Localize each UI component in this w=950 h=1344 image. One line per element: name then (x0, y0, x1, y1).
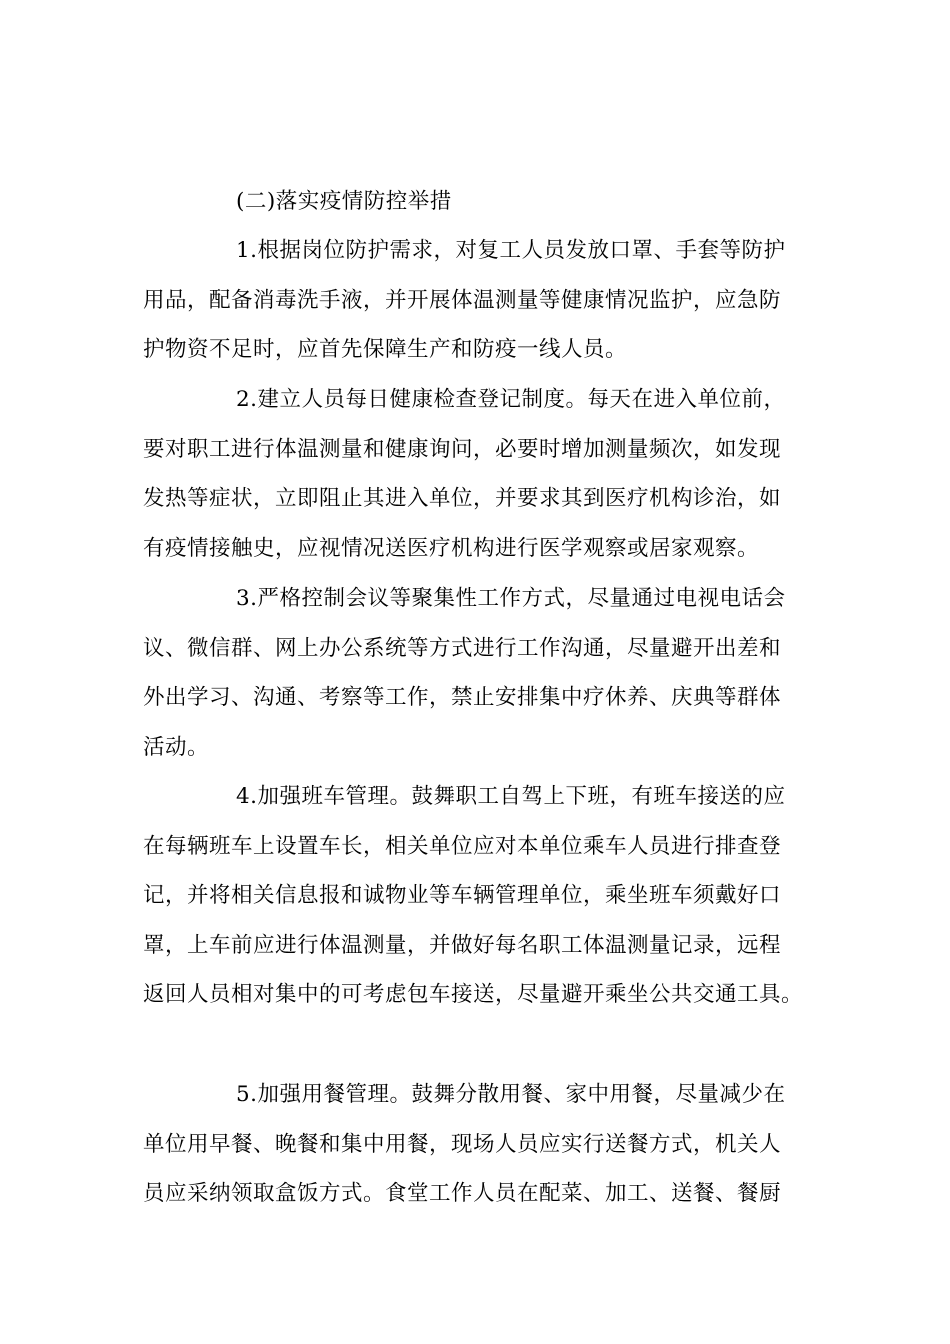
paragraph-line: 活动。 (143, 734, 210, 760)
section-heading (143, 177, 813, 227)
paragraph-line: 5.加强用餐管理。鼓舞分散用餐、家中用餐，尽量减少在 (236, 1082, 786, 1107)
paragraph-line: 1.根据岗位防护需求，对复工人员发放口罩、手套等防护 (236, 238, 786, 263)
paragraph-line: 议、微信群、网上办公系统等方式进行工作沟通，尽量避开出差和 (143, 635, 782, 661)
paragraph-line: 发热等症状，立即阻止其进入单位，并要求其到医疗机构诊治，如 (143, 486, 782, 511)
paragraph-1 (143, 226, 813, 375)
paragraph-line: 3.严格控制会议等聚集性工作方式，尽量通过电视电话会 (236, 586, 786, 611)
paragraph-line: 要对职工进行体温测量和健康询问，必要时增加测量频次，如发现 (143, 436, 782, 462)
paragraph-line: 员应采纳领取盒饭方式。食堂工作人员在配菜、加工、送餐、餐厨 (143, 1181, 782, 1206)
paragraph-line: 用品，配备消毒洗手液，并开展体温测量等健康情况监护，应急防 (143, 287, 782, 313)
paragraph-2 (143, 375, 813, 573)
paragraph-line: 罩，上车前应进行体温测量，并做好每名职工体温测量记录，远程 (143, 932, 782, 958)
paragraph-line: 护物资不足时，应首先保障生产和防疫一线人员。 (143, 337, 628, 362)
paragraph-line: 2.建立人员每日健康检查登记制度。每天在进入单位前， (236, 387, 786, 412)
paragraph-3 (143, 574, 813, 772)
paragraph-line: 记，并将相关信息报和诚物业等车辆管理单位，乘坐班车须戴好口 (143, 883, 782, 908)
paragraph-line: 外出学习、沟通、考察等工作，禁止安排集中疗休养、庆典等群体 (143, 685, 782, 710)
paragraph-line: 在每辆班车上设置车长，相关单位应对本单位乘车人员进行排查登 (143, 833, 782, 859)
paragraph-4 (143, 772, 813, 1020)
section-heading-text: (二)落实疫情防控举措 (236, 189, 452, 214)
paragraph-5 (143, 1070, 813, 1219)
paragraph-line: 返回人员相对集中的可考虑包车接送，尽量避开乘坐公共交通工具。 (143, 982, 804, 1007)
paragraph-line: 4.加强班车管理。鼓舞职工自驾上下班，有班车接送的应 (236, 784, 786, 809)
paragraph-line: 单位用早餐、晚餐和集中用餐，现场人员应实行送餐方式，机关人 (143, 1131, 782, 1157)
paragraph-line: 有疫情接触史，应视情况送医疗机构进行医学观察或居家观察。 (143, 535, 760, 561)
